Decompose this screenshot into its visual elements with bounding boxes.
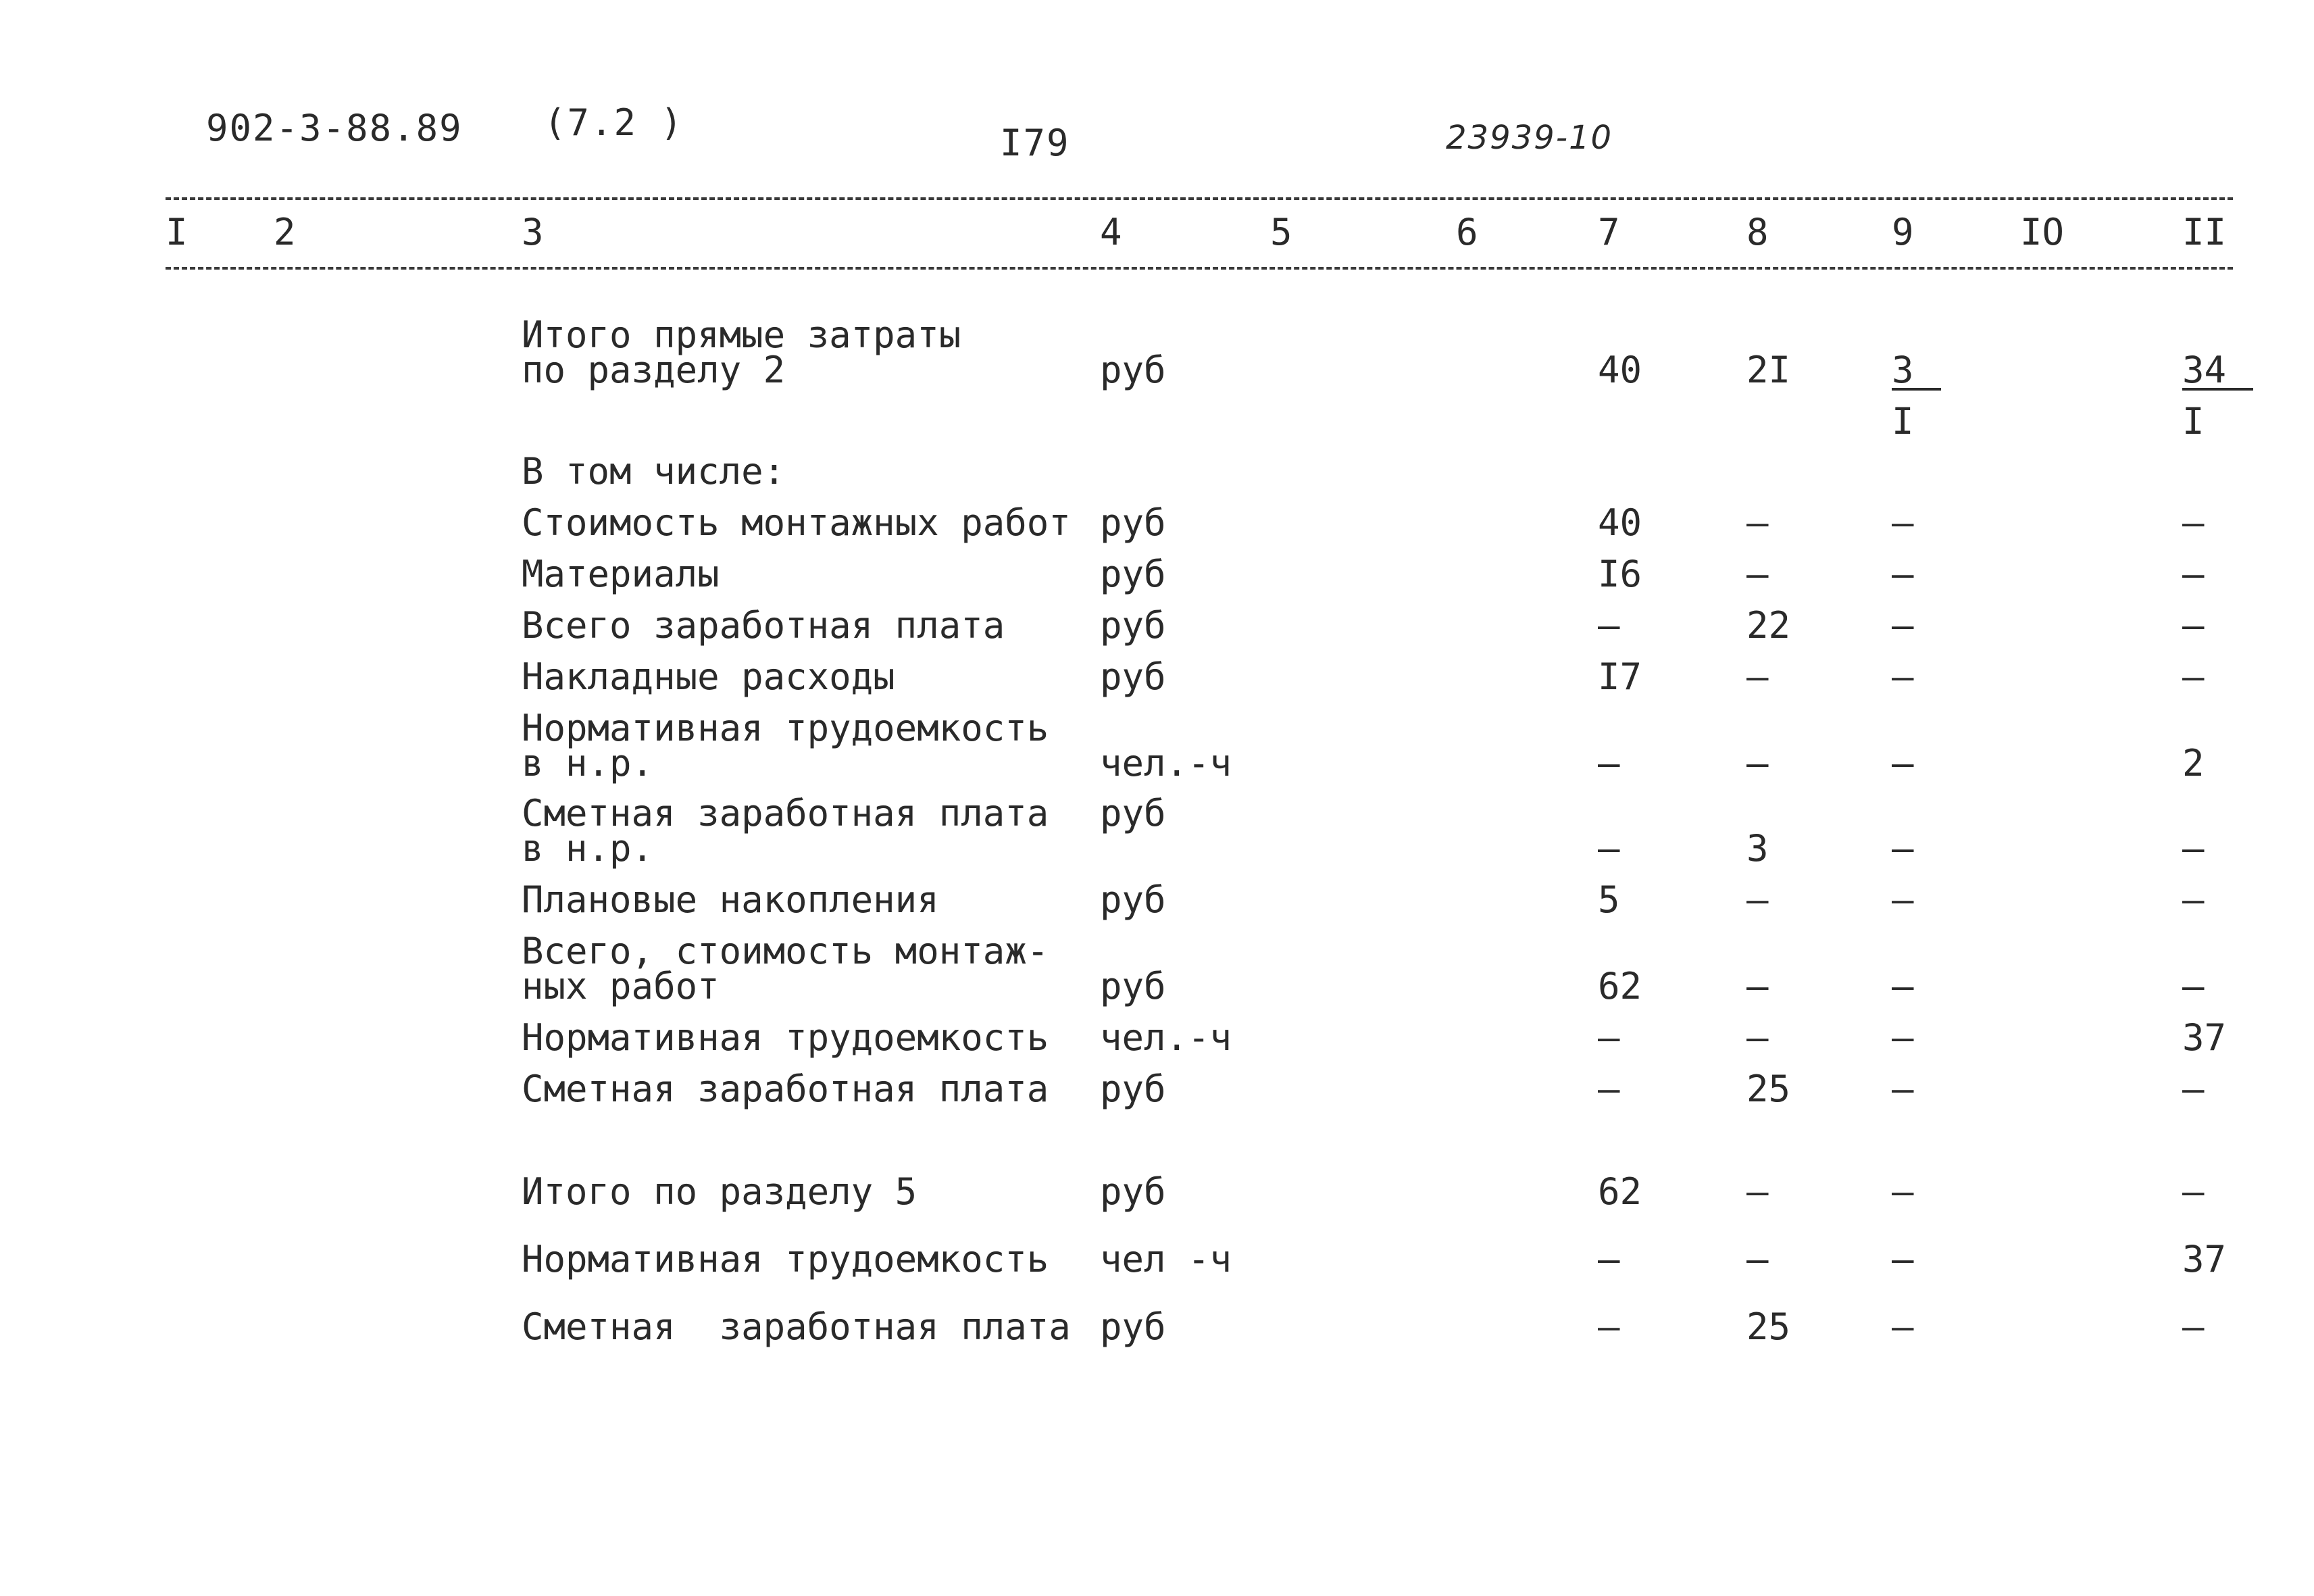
row-unit: руб — [1100, 1068, 1166, 1110]
row-description: Сметная заработная плата — [522, 1068, 1049, 1110]
row-description: Всего заработная плата — [522, 604, 1005, 647]
row-value-col9: – — [1892, 742, 1914, 784]
header-top-rule — [166, 197, 2233, 200]
row-value-col9: – — [1892, 1305, 1914, 1348]
column-number-4: 4 — [1100, 211, 1122, 253]
row-value-col8: 22 — [1746, 604, 1791, 647]
row-value-col9: – — [1892, 827, 1914, 870]
row-value-col7: – — [1598, 742, 1620, 784]
column-number-3: 3 — [522, 211, 544, 253]
row-value-col7: – — [1598, 604, 1620, 647]
row-unit: руб — [1100, 878, 1166, 921]
row-description: Итого прямые затраты по разделу 2 — [522, 314, 961, 391]
row-value-col8: – — [1746, 501, 1769, 544]
row-value-col7: – — [1598, 1238, 1620, 1280]
row-value-col9: 3 — [1892, 353, 1941, 391]
column-number-8: 8 — [1746, 211, 1769, 253]
row-unit: руб — [1100, 1170, 1166, 1213]
row-unit: чел -ч — [1100, 1238, 1232, 1280]
row-value-col7: – — [1598, 1068, 1620, 1110]
column-number-2: 2 — [274, 211, 296, 253]
row-value-col9: – — [1892, 553, 1914, 595]
row-value-col8: – — [1746, 1016, 1769, 1059]
row-value-col11-sub: I — [2182, 400, 2205, 443]
row-value-col11: – — [2182, 965, 2205, 1007]
row-value-col9: – — [1892, 655, 1914, 698]
row-value-col7: – — [1598, 1016, 1620, 1059]
row-value-col8: – — [1746, 553, 1769, 595]
column-number-11: II — [2182, 211, 2227, 253]
row-unit: чел.-ч — [1100, 1016, 1232, 1059]
row-description: Сметная заработная плата — [522, 1305, 1071, 1348]
row-value-col8: – — [1746, 965, 1769, 1007]
row-value-col9: – — [1892, 1016, 1914, 1059]
row-value-col8: 2I — [1746, 349, 1791, 391]
row-description: Нормативная трудоемкость в н.р. — [522, 707, 1049, 784]
page-number: I79 — [1000, 122, 1070, 164]
archive-number: 23939-10 — [1446, 119, 1613, 157]
row-value-col8: – — [1746, 878, 1769, 921]
row-value-col11: – — [2182, 553, 2205, 595]
row-value-col11: – — [2182, 1305, 2205, 1348]
row-value-col8: 25 — [1746, 1305, 1791, 1348]
row-value-col11: 37 — [2182, 1016, 2227, 1059]
column-number-10: IO — [2020, 211, 2065, 253]
row-value-col7: 40 — [1598, 349, 1642, 391]
row-value-col8: – — [1746, 1238, 1769, 1280]
row-unit: руб — [1100, 1305, 1166, 1348]
header-bottom-rule — [166, 267, 2233, 270]
row-value-col11: – — [2182, 827, 2205, 870]
column-number-7: 7 — [1598, 211, 1620, 253]
row-value-col9: – — [1892, 1238, 1914, 1280]
sheet-ref: (7.2 ) — [544, 101, 684, 144]
row-value-col11: 37 — [2182, 1238, 2227, 1280]
row-unit: руб — [1100, 604, 1166, 647]
row-unit: руб — [1100, 792, 1166, 834]
row-value-col11: 2 — [2182, 742, 2205, 784]
row-value-col7: 5 — [1598, 878, 1620, 921]
row-unit: руб — [1100, 501, 1166, 544]
row-description: В том числе: — [522, 450, 786, 493]
row-value-col9: – — [1892, 604, 1914, 647]
row-value-col8: – — [1746, 655, 1769, 698]
row-unit: руб — [1100, 965, 1166, 1007]
column-number-5: 5 — [1270, 211, 1292, 253]
doc-number: 902-3-88.89 — [206, 107, 463, 149]
row-description: Материалы — [522, 553, 720, 595]
row-value-col11: – — [2182, 1068, 2205, 1110]
row-value-col7: I6 — [1598, 553, 1642, 595]
row-unit: руб — [1100, 553, 1166, 595]
row-description: Всего, стоимость монтаж- ных работ — [522, 930, 1049, 1007]
row-value-col7: I7 — [1598, 655, 1642, 698]
row-unit: руб — [1100, 349, 1166, 391]
row-value-col9: – — [1892, 1170, 1914, 1213]
column-number-9: 9 — [1892, 211, 1914, 253]
row-value-col9: – — [1892, 965, 1914, 1007]
row-value-col8: – — [1746, 742, 1769, 784]
row-value-col8: 3 — [1746, 827, 1769, 870]
row-value-col7: 62 — [1598, 1170, 1642, 1213]
row-value-col11: – — [2182, 604, 2205, 647]
row-value-col9: – — [1892, 878, 1914, 921]
row-description: Сметная заработная плата в н.р. — [522, 792, 1049, 870]
row-value-col11: – — [2182, 1170, 2205, 1213]
row-unit: чел.-ч — [1100, 742, 1232, 784]
column-number-1: I — [166, 211, 188, 253]
row-value-col11: – — [2182, 655, 2205, 698]
row-value-col8: 25 — [1746, 1068, 1791, 1110]
row-value-col8: – — [1746, 1170, 1769, 1213]
column-number-6: 6 — [1456, 211, 1478, 253]
row-value-col11: – — [2182, 878, 2205, 921]
row-value-col7: – — [1598, 1305, 1620, 1348]
row-description: Плановые накопления — [522, 878, 939, 921]
row-description: Итого по разделу 5 — [522, 1170, 917, 1213]
row-description: Нормативная трудоемкость — [522, 1016, 1049, 1059]
row-value-col11: – — [2182, 501, 2205, 544]
row-unit: руб — [1100, 655, 1166, 698]
row-description: Стоимость монтажных работ — [522, 501, 1071, 544]
row-value-col7: 62 — [1598, 965, 1642, 1007]
row-value-col7: – — [1598, 827, 1620, 870]
row-value-col9-sub: I — [1892, 400, 1914, 443]
row-value-col9: – — [1892, 501, 1914, 544]
row-value-col7: 40 — [1598, 501, 1642, 544]
row-value-col9: – — [1892, 1068, 1914, 1110]
row-description: Нормативная трудоемкость — [522, 1238, 1049, 1280]
row-description: Накладные расходы — [522, 655, 895, 698]
row-value-col11: 34 — [2182, 353, 2253, 391]
